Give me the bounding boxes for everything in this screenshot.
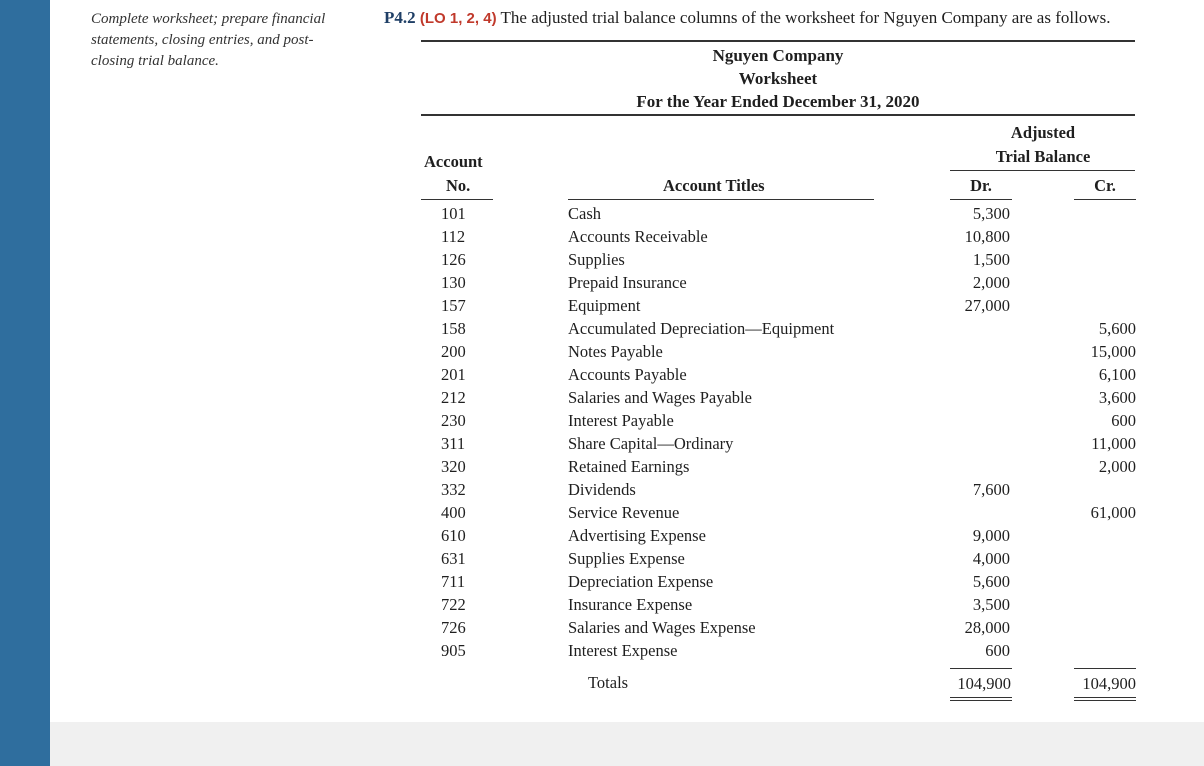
table-row [0,595,1204,618]
account-number: 230 [441,411,466,430]
dr-underline [950,199,1012,200]
document-name: Worksheet [738,69,818,88]
credit-amount: 600 [1111,411,1136,430]
account-title: Accumulated Depreciation—Equipment [568,319,835,338]
cr-underline [1074,199,1136,200]
credit-amount: 2,000 [1098,457,1136,476]
credit-amount: 6,100 [1098,365,1136,384]
problem-text: The adjusted trial balance columns of the worksheet for Nguyen Company are as follows. [500,8,1111,27]
account-title: Supplies [568,250,625,269]
worksheet-title [421,44,1135,113]
account-number: 631 [441,549,466,568]
account-title: Salaries and Wages Expense [568,618,756,637]
debit-amount: 600 [985,641,1010,660]
account-title: Equipment [568,296,641,315]
cr-total-rule [1074,668,1136,669]
account-title: Share Capital—Ordinary [568,434,734,453]
account-title: Insurance Expense [568,595,693,614]
table-row [0,227,1204,250]
credit-amount: 11,000 [1091,434,1136,453]
account-number: 610 [441,526,466,545]
dr-total: 104,900 [957,674,1011,693]
debit-amount: 1,500 [972,250,1010,269]
account-number: 905 [441,641,466,660]
table-row [0,480,1204,503]
learning-objectives: (LO 1, 2, 4) [419,10,497,27]
problem-heading [384,8,1110,28]
account-title: Salaries and Wages Payable [568,388,752,407]
dr-total-rule [950,668,1012,669]
debit-amount: 4,000 [972,549,1010,568]
account-title: Dividends [568,480,636,499]
totals-label: Totals [588,673,629,692]
account-no-header-line1: Account [424,152,483,171]
table-row [0,549,1204,572]
debit-amount: 27,000 [964,296,1010,315]
table-row [0,618,1204,641]
account-title: Retained Earnings [568,457,690,476]
account-title: Accounts Receivable [568,227,708,246]
account-number: 332 [441,480,466,499]
account-number: 711 [441,572,466,591]
dr-double-rule-1 [950,697,1012,698]
credit-amount: 5,600 [1098,319,1136,338]
table-row [0,319,1204,342]
account-number: 722 [441,595,466,614]
side-note: Complete worksheet; prepare financial statements, closing entries, and post-closing trial balance. [91,11,326,69]
account-number: 158 [441,319,466,338]
table-row [0,296,1204,319]
adjusted-underline [950,170,1135,171]
account-title: Interest Expense [568,641,678,660]
account-title: Notes Payable [568,342,663,361]
dr-double-rule-2 [950,700,1012,701]
table-row [0,503,1204,526]
debit-amount: 10,800 [964,227,1010,246]
table-row [0,411,1204,434]
adjusted-header-line2: Trial Balance [995,147,1091,166]
debit-amount: 3,500 [972,595,1010,614]
table-row [0,388,1204,411]
account-number: 112 [441,227,466,246]
cr-double-rule-1 [1074,697,1136,698]
debit-amount: 9,000 [972,526,1010,545]
account-number: 126 [441,250,466,269]
account-title: Accounts Payable [568,365,687,384]
credit-amount: 3,600 [1098,388,1136,407]
account-number: 726 [441,618,466,637]
credit-amount: 61,000 [1090,503,1136,522]
problem-number: P4.2 [384,8,416,27]
company-name: Nguyen Company [712,46,844,65]
cr-header: Cr. [1094,176,1116,195]
debit-amount: 28,000 [964,618,1010,637]
account-number: 200 [441,342,466,361]
debit-amount: 2,000 [972,273,1010,292]
account-number: 130 [441,273,466,292]
table-row [0,204,1204,227]
table-row [0,434,1204,457]
account-no-header-line2: No. [446,176,471,195]
table-row [0,526,1204,549]
table-row [0,457,1204,480]
account-title: Service Revenue [568,503,680,522]
table-row [0,342,1204,365]
header-rule [421,114,1135,116]
table-row [0,250,1204,273]
account-title: Prepaid Insurance [568,273,687,292]
account-title: Depreciation Expense [568,572,714,591]
account-title: Interest Payable [568,411,674,430]
table-row [0,273,1204,296]
credit-amount: 15,000 [1090,342,1136,361]
account-title: Supplies Expense [568,549,685,568]
bottom-band [50,722,1204,766]
top-rule [421,40,1135,42]
cr-total: 104,900 [1082,674,1136,693]
account-number: 101 [441,204,466,223]
table-row [0,365,1204,388]
account-titles-underline [568,199,874,200]
table-row [0,641,1204,664]
account-number: 311 [441,434,466,453]
account-number: 212 [441,388,466,407]
account-number: 320 [441,457,466,476]
account-number: 201 [441,365,466,384]
account-title: Cash [568,204,601,223]
table-row [0,572,1204,595]
cr-double-rule-2 [1074,700,1136,701]
period: For the Year Ended December 31, 2020 [636,92,920,111]
account-number: 157 [441,296,466,315]
account-titles-header: Account Titles [663,176,765,195]
adjusted-header-line1: Adjusted [1010,123,1076,142]
dr-header: Dr. [970,176,992,195]
account-no-underline [421,199,493,200]
account-number: 400 [441,503,466,522]
debit-amount: 7,600 [972,480,1010,499]
debit-amount: 5,600 [972,572,1010,591]
debit-amount: 5,300 [972,204,1010,223]
account-title: Advertising Expense [568,526,706,545]
